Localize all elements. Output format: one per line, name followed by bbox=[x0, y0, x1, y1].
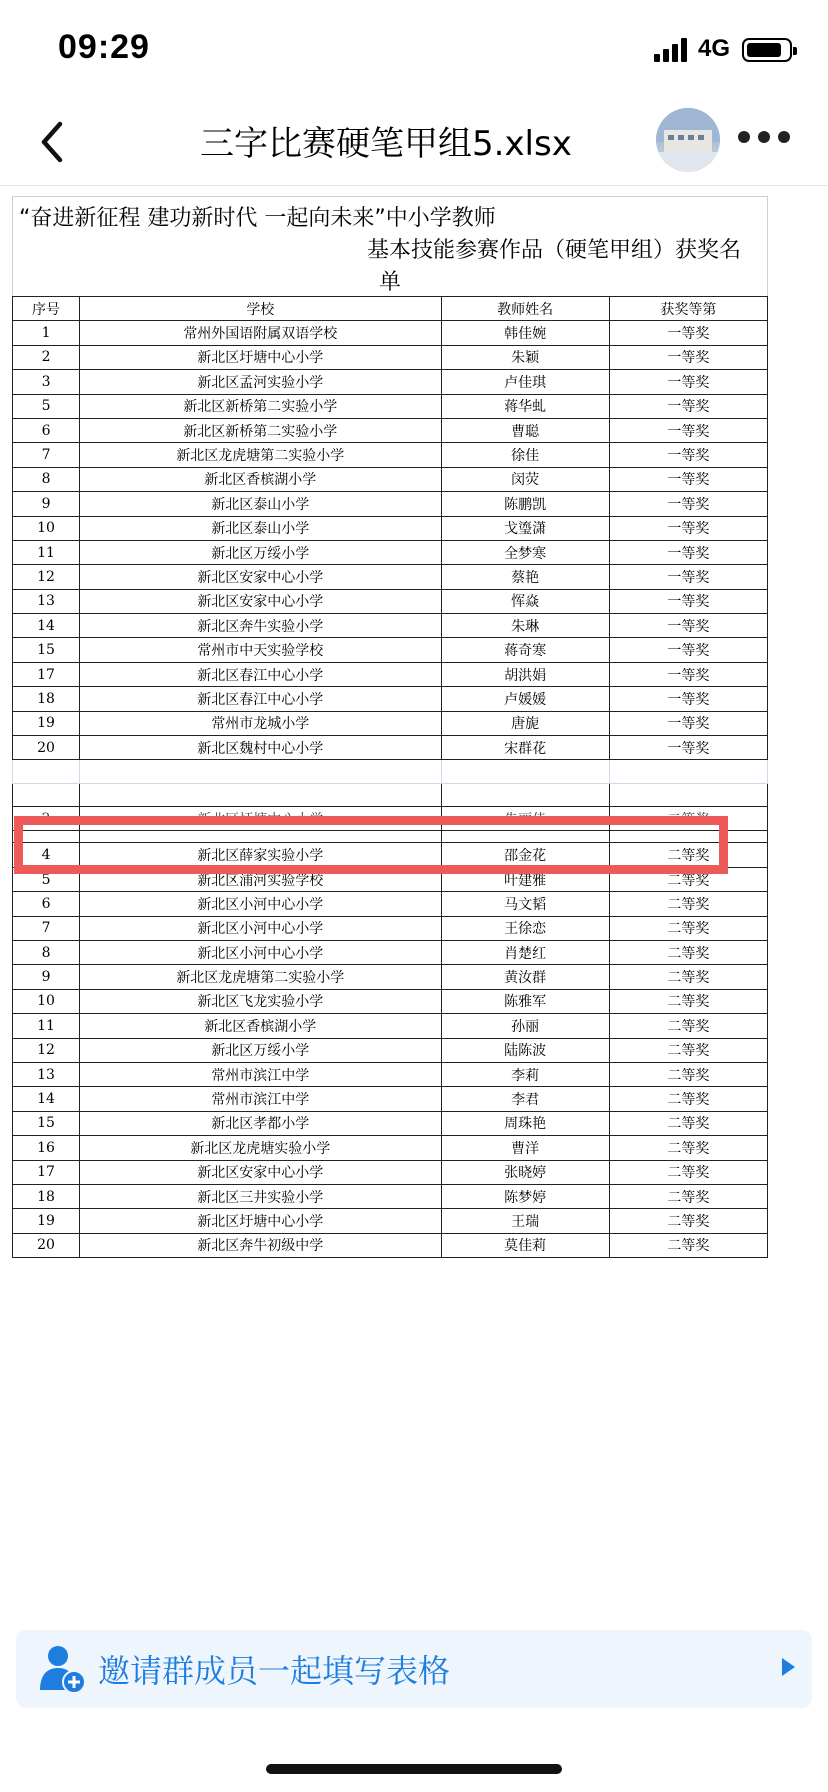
cell-school[interactable]: 新北区安家中心小学 bbox=[80, 565, 441, 589]
table-row[interactable] bbox=[13, 965, 768, 989]
cell-teacher[interactable]: 黄汝群 bbox=[441, 965, 609, 989]
cell-index[interactable]: 6 bbox=[13, 418, 80, 442]
table-row[interactable] bbox=[13, 1111, 768, 1135]
cell-school[interactable]: 新北区安家中心小学 bbox=[80, 1160, 441, 1184]
cell-award[interactable]: 二等奖 bbox=[609, 1014, 767, 1038]
cell-teacher[interactable]: 孙丽 bbox=[441, 1014, 609, 1038]
cell-award[interactable]: 二等奖 bbox=[609, 1062, 767, 1086]
cell-school[interactable]: 常州外国语附属双语学校 bbox=[80, 321, 441, 345]
cell-award[interactable]: 二等奖 bbox=[609, 1038, 767, 1062]
cell-index[interactable]: 16 bbox=[13, 1136, 80, 1160]
cell-award[interactable]: 二等奖 bbox=[609, 965, 767, 989]
cell-award[interactable]: 一等奖 bbox=[609, 467, 767, 491]
cell-index[interactable]: 15 bbox=[13, 638, 80, 662]
cell-school[interactable]: 新北区小河中心小学 bbox=[80, 916, 441, 940]
cell-award[interactable]: 二等奖 bbox=[609, 989, 767, 1013]
cell-teacher[interactable]: 张晓婷 bbox=[441, 1160, 609, 1184]
cell-teacher[interactable]: 王徐恋 bbox=[441, 916, 609, 940]
avatar-photo-icon bbox=[656, 108, 720, 172]
table-row[interactable] bbox=[13, 443, 768, 467]
cell-school[interactable]: 新北区浦河实验学校 bbox=[80, 867, 441, 891]
header-award[interactable]: 获奖等第 bbox=[609, 297, 767, 321]
cell-school[interactable]: 新北区春江中心小学 bbox=[80, 662, 441, 686]
cell-teacher[interactable]: 恽焱 bbox=[441, 589, 609, 613]
cell-index[interactable]: 20 bbox=[13, 1233, 80, 1257]
cell-school[interactable]: 新北区新桥第二实验小学 bbox=[80, 394, 441, 418]
cell-index[interactable]: 13 bbox=[13, 1062, 80, 1086]
sheet-title-line3: 单 bbox=[379, 270, 402, 295]
arrow-right-icon bbox=[782, 1658, 795, 1676]
status-time: 09:29 bbox=[58, 28, 150, 66]
table-row[interactable] bbox=[13, 711, 768, 735]
cell-teacher[interactable]: 唐旎 bbox=[441, 711, 609, 735]
cell-index[interactable]: 17 bbox=[13, 662, 80, 686]
table-row[interactable] bbox=[13, 1160, 768, 1184]
cell-school[interactable]: 新北区小河中心小学 bbox=[80, 940, 441, 964]
cell-award[interactable]: 一等奖 bbox=[609, 394, 767, 418]
cell-teacher[interactable]: 肖楚红 bbox=[441, 940, 609, 964]
cell-teacher[interactable]: 蔡艳 bbox=[441, 565, 609, 589]
table-row[interactable] bbox=[13, 492, 768, 516]
cell-school[interactable]: 新北区魏村中心小学 bbox=[80, 736, 441, 760]
cell-school[interactable]: 新北区圩塘中心小学 bbox=[80, 345, 441, 369]
second-prize-body bbox=[13, 843, 768, 1258]
table-row[interactable] bbox=[13, 418, 768, 442]
cell-school[interactable]: 新北区安家中心小学 bbox=[80, 589, 441, 613]
cell-award[interactable]: 二等奖 bbox=[609, 843, 767, 867]
cell-school[interactable]: 新北区圩塘中心小学 bbox=[80, 1209, 441, 1233]
table-row[interactable] bbox=[13, 1233, 768, 1257]
cell-index[interactable]: 12 bbox=[13, 1038, 80, 1062]
sheet-title-cell[interactable] bbox=[12, 196, 768, 296]
cell-award[interactable]: 一等奖 bbox=[609, 711, 767, 735]
nav-bar bbox=[0, 96, 828, 186]
cell-teacher[interactable]: 戈瑬潇 bbox=[441, 516, 609, 540]
spreadsheet bbox=[12, 196, 768, 1258]
cell-award[interactable]: 二等奖 bbox=[609, 1111, 767, 1135]
cell-school[interactable]: 新北区香槟湖小学 bbox=[80, 467, 441, 491]
cell-school[interactable]: 常州市龙城小学 bbox=[80, 711, 441, 735]
cell-school[interactable]: 新北区香槟湖小学 bbox=[80, 1014, 441, 1038]
cell-school[interactable]: 新北区小河中心小学 bbox=[80, 892, 441, 916]
invite-label: 邀请群成员一起填写表格 bbox=[98, 1652, 451, 1690]
first-prize-body bbox=[13, 321, 768, 760]
table-row[interactable] bbox=[13, 1184, 768, 1208]
cell-index[interactable]: 10 bbox=[13, 516, 80, 540]
spacer-rows bbox=[13, 760, 768, 807]
cell-index[interactable]: 18 bbox=[13, 1184, 80, 1208]
cell-index[interactable]: 13 bbox=[13, 589, 80, 613]
cell-award[interactable]: 二等奖 bbox=[609, 892, 767, 916]
cell-award[interactable]: 一等奖 bbox=[609, 370, 767, 394]
cell-index[interactable]: 7 bbox=[13, 916, 80, 940]
chevron-left-icon bbox=[26, 114, 82, 170]
cell-index[interactable]: 8 bbox=[13, 940, 80, 964]
cell-index[interactable]: 19 bbox=[13, 711, 80, 735]
cell-index[interactable]: 11 bbox=[13, 540, 80, 564]
table-row[interactable] bbox=[13, 736, 768, 760]
cell-teacher[interactable]: 曹洋 bbox=[441, 1136, 609, 1160]
cell-index[interactable]: 14 bbox=[13, 1087, 80, 1111]
cell-school[interactable]: 新北区龙虎塘第二实验小学 bbox=[80, 443, 441, 467]
cell-index[interactable]: 4 bbox=[13, 843, 80, 867]
cell-school[interactable]: 常州市滨江中学 bbox=[80, 1087, 441, 1111]
table-row[interactable] bbox=[13, 892, 768, 916]
cell-teacher[interactable]: 王瑞 bbox=[441, 1209, 609, 1233]
cell-teacher[interactable]: 宋群花 bbox=[441, 736, 609, 760]
table-row[interactable] bbox=[13, 1014, 768, 1038]
table-row[interactable] bbox=[13, 614, 768, 638]
cell-award[interactable]: 二等奖 bbox=[609, 1160, 767, 1184]
cell-teacher[interactable]: 莫佳莉 bbox=[441, 1233, 609, 1257]
table-row[interactable] bbox=[13, 394, 768, 418]
table-row[interactable] bbox=[13, 467, 768, 491]
cell-index[interactable]: 17 bbox=[13, 1160, 80, 1184]
table-row[interactable] bbox=[13, 540, 768, 564]
file-title: 三字比赛硬笔甲组5.xlsx bbox=[200, 124, 572, 164]
status-bar bbox=[0, 0, 828, 96]
network-type: 4G bbox=[698, 35, 731, 62]
cell-index[interactable]: 5 bbox=[13, 867, 80, 891]
home-indicator[interactable] bbox=[266, 1764, 562, 1774]
table-row[interactable] bbox=[13, 1062, 768, 1086]
cell-school[interactable]: 新北区飞龙实验小学 bbox=[80, 989, 441, 1013]
cell-teacher[interactable]: 朱琳 bbox=[441, 614, 609, 638]
cell-index[interactable]: 19 bbox=[13, 1209, 80, 1233]
cell-award[interactable]: 二等奖 bbox=[609, 867, 767, 891]
more-button[interactable] bbox=[738, 124, 790, 148]
award-table bbox=[12, 296, 768, 1258]
cell-school[interactable]: 常州市滨江中学 bbox=[80, 1062, 441, 1086]
cell-teacher[interactable]: 蒋华虬 bbox=[441, 394, 609, 418]
cell-teacher[interactable]: 李君 bbox=[441, 1087, 609, 1111]
table-row[interactable] bbox=[13, 687, 768, 711]
table-row[interactable] bbox=[13, 1038, 768, 1062]
cell-teacher[interactable]: 陆陈波 bbox=[441, 1038, 609, 1062]
cell-school[interactable]: 新北区奔牛初级中学 bbox=[80, 1233, 441, 1257]
cell-award[interactable]: 二等奖 bbox=[609, 940, 767, 964]
cell-index[interactable]: 15 bbox=[13, 1111, 80, 1135]
cell-award[interactable]: 一等奖 bbox=[609, 589, 767, 613]
cell-school[interactable]: 新北区新桥第二实验小学 bbox=[80, 418, 441, 442]
cell-teacher[interactable]: 闵荧 bbox=[441, 467, 609, 491]
cell-award[interactable]: 一等奖 bbox=[609, 614, 767, 638]
table-row[interactable] bbox=[13, 1209, 768, 1233]
cell-teacher[interactable]: 韩佳婉 bbox=[441, 321, 609, 345]
cell-teacher[interactable]: 马文韬 bbox=[441, 892, 609, 916]
cell-index[interactable]: 1 bbox=[13, 321, 80, 345]
cell-index[interactable]: 5 bbox=[13, 394, 80, 418]
cell-teacher[interactable]: 陈鹏凯 bbox=[441, 492, 609, 516]
cell-school[interactable]: 新北区孝都小学 bbox=[80, 1111, 441, 1135]
cell-teacher[interactable]: 曹聪 bbox=[441, 418, 609, 442]
cell-award[interactable]: 二等奖 bbox=[609, 1184, 767, 1208]
cell-award[interactable]: 二等奖 bbox=[609, 1233, 767, 1257]
cell-school[interactable]: 新北区龙虎塘实验小学 bbox=[80, 1136, 441, 1160]
cell-teacher[interactable]: 卢佳琪 bbox=[441, 370, 609, 394]
cell-award[interactable]: 二等奖 bbox=[609, 1209, 767, 1233]
cell-teacher[interactable]: 朱丽佳 bbox=[441, 807, 609, 831]
table-row[interactable] bbox=[13, 1087, 768, 1111]
cell-award[interactable]: 二等奖 bbox=[609, 1136, 767, 1160]
table-row[interactable] bbox=[13, 321, 768, 345]
cell-school[interactable]: 常州市中天实验学校 bbox=[80, 638, 441, 662]
cell-index[interactable]: 2 bbox=[13, 345, 80, 369]
battery-icon bbox=[742, 38, 792, 62]
cell-award[interactable]: 一等奖 bbox=[609, 418, 767, 442]
cell-school[interactable]: 新北区奔牛实验小学 bbox=[80, 614, 441, 638]
sheet-title-line2: 基本技能参赛作品（硬笔甲组）获奖名 bbox=[367, 238, 742, 263]
cell-teacher[interactable]: 叶建雅 bbox=[441, 867, 609, 891]
cell-school[interactable]: 新北区泰山小学 bbox=[80, 516, 441, 540]
table-row[interactable] bbox=[13, 345, 768, 369]
cell-award[interactable]: 二等奖 bbox=[609, 807, 767, 831]
cell-index[interactable]: 3 bbox=[13, 370, 80, 394]
invite-bar[interactable] bbox=[16, 1630, 812, 1708]
cell-award[interactable]: 一等奖 bbox=[609, 565, 767, 589]
cell-award[interactable]: 二等奖 bbox=[609, 1087, 767, 1111]
table-row[interactable] bbox=[13, 370, 768, 394]
cell-teacher[interactable]: 蒋奇寒 bbox=[441, 638, 609, 662]
cell-index[interactable]: 11 bbox=[13, 1014, 80, 1038]
table-row[interactable] bbox=[13, 916, 768, 940]
signal-icon bbox=[654, 38, 688, 62]
cell-award[interactable]: 一等奖 bbox=[609, 516, 767, 540]
table-row[interactable] bbox=[13, 940, 768, 964]
cell-school[interactable]: 新北区万绥小学 bbox=[80, 1038, 441, 1062]
header-index[interactable]: 序号 bbox=[13, 297, 80, 321]
cell-award[interactable]: 一等奖 bbox=[609, 492, 767, 516]
cell-teacher[interactable]: 朱颖 bbox=[441, 345, 609, 369]
header-school[interactable]: 学校 bbox=[80, 297, 441, 321]
cell-teacher[interactable]: 李莉 bbox=[441, 1062, 609, 1086]
cell-teacher[interactable]: 全梦寒 bbox=[441, 540, 609, 564]
cell-teacher[interactable]: 陈梦婷 bbox=[441, 1184, 609, 1208]
cell-index[interactable]: 6 bbox=[13, 892, 80, 916]
add-member-icon bbox=[40, 1644, 86, 1694]
cell-index[interactable]: 10 bbox=[13, 989, 80, 1013]
table-row[interactable] bbox=[13, 516, 768, 540]
cell-school[interactable]: 新北区泰山小学 bbox=[80, 492, 441, 516]
cell-teacher[interactable]: 徐佳 bbox=[441, 443, 609, 467]
cell-school[interactable]: 新北区孟河实验小学 bbox=[80, 370, 441, 394]
cell-school[interactable]: 新北区万绥小学 bbox=[80, 540, 441, 564]
blank-row[interactable] bbox=[13, 760, 768, 784]
cell-award[interactable]: 一等奖 bbox=[609, 736, 767, 760]
cell-index[interactable]: 9 bbox=[13, 492, 80, 516]
table-row[interactable] bbox=[13, 565, 768, 589]
table-row[interactable] bbox=[13, 589, 768, 613]
cell-award[interactable]: 一等奖 bbox=[609, 687, 767, 711]
cell-school[interactable]: 新北区薛家实验小学 bbox=[80, 843, 441, 867]
sheet-title-line1: “奋进新征程 建功新时代 一起向未来”中小学教师 bbox=[19, 206, 496, 231]
cell-index[interactable]: 9 bbox=[13, 965, 80, 989]
cell-school[interactable]: 新北区龙虎塘第二实验小学 bbox=[80, 965, 441, 989]
ghost-row[interactable] bbox=[13, 784, 768, 807]
cell-teacher[interactable]: 卢媛媛 bbox=[441, 687, 609, 711]
cell-award[interactable]: 一等奖 bbox=[609, 540, 767, 564]
cell-school[interactable]: 新北区三井实验小学 bbox=[80, 1184, 441, 1208]
cell-award[interactable]: 一等奖 bbox=[609, 345, 767, 369]
table-row[interactable] bbox=[13, 662, 768, 686]
back-button[interactable] bbox=[26, 114, 82, 170]
cell-index[interactable]: 7 bbox=[13, 443, 80, 467]
cell-teacher[interactable]: 胡洪娟 bbox=[441, 662, 609, 686]
table-row[interactable] bbox=[13, 1136, 768, 1160]
cell-teacher[interactable]: 周珠艳 bbox=[441, 1111, 609, 1135]
cell-index[interactable]: 2 bbox=[13, 807, 80, 831]
table-row[interactable] bbox=[13, 989, 768, 1013]
cell-award[interactable]: 一等奖 bbox=[609, 443, 767, 467]
avatar[interactable] bbox=[656, 108, 720, 172]
cell-award[interactable]: 一等奖 bbox=[609, 321, 767, 345]
cell-index[interactable]: 12 bbox=[13, 565, 80, 589]
cell-teacher[interactable]: 陈雅军 bbox=[441, 989, 609, 1013]
cell-school[interactable]: 新北区圩塘中心小学 bbox=[80, 807, 441, 831]
table-row[interactable] bbox=[13, 638, 768, 662]
cell-teacher[interactable]: 邵金花 bbox=[441, 843, 609, 867]
cell-award[interactable]: 一等奖 bbox=[609, 662, 767, 686]
cell-school[interactable]: 新北区春江中心小学 bbox=[80, 687, 441, 711]
cell-index[interactable]: 18 bbox=[13, 687, 80, 711]
cell-index[interactable]: 8 bbox=[13, 467, 80, 491]
cell-award[interactable]: 一等奖 bbox=[609, 638, 767, 662]
red-highlight-box bbox=[14, 816, 728, 874]
cell-award[interactable]: 二等奖 bbox=[609, 916, 767, 940]
cell-index[interactable]: 14 bbox=[13, 614, 80, 638]
table-header-row bbox=[13, 297, 768, 321]
header-teacher[interactable]: 教师姓名 bbox=[441, 297, 609, 321]
cell-index[interactable]: 20 bbox=[13, 736, 80, 760]
